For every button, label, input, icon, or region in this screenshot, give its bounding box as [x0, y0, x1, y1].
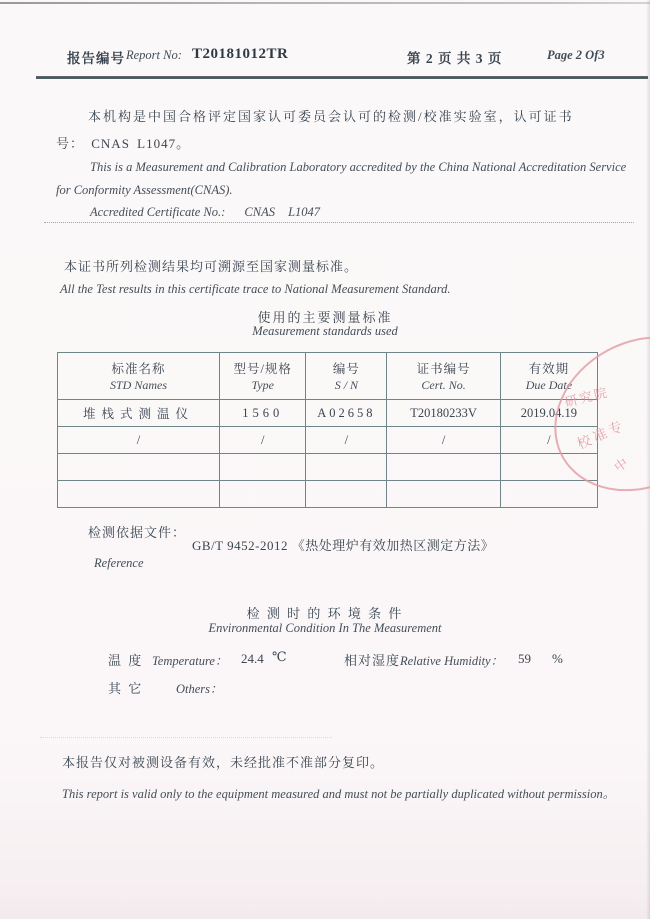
report-no-label-zh: 报告编号 — [67, 51, 125, 66]
table-row — [58, 481, 598, 508]
header-en: STD Names — [109, 377, 167, 392]
table-header-cell — [387, 353, 500, 400]
table-cell — [58, 481, 220, 508]
humidity-label-zh: 相对湿度 — [344, 653, 401, 668]
accreditation-zh-line1: 本机构是中国合格评定国家认可委员会认可的检测/校准实验室，认可证书 — [88, 109, 574, 124]
traceability-en: All the Test results in this certificate trace to National Measurement Standard. — [60, 282, 451, 296]
table-cell — [306, 454, 387, 481]
header-en: S / N — [334, 377, 359, 392]
report-no-value: T20181012TR — [192, 46, 289, 62]
report-no-label-en: Report No: — [126, 48, 182, 62]
traceability-zh: 本证书所列检测结果均可溯源至国家测量标准。 — [64, 259, 359, 274]
reference-label-en: Reference — [94, 556, 144, 570]
table-row — [58, 454, 598, 481]
humidity-unit: % — [552, 651, 563, 666]
header-rule — [36, 76, 648, 79]
table-cell: / — [306, 427, 387, 454]
header-zh: 型号/规格 — [233, 361, 292, 376]
table-cell: / — [500, 427, 597, 454]
accredited-cert-no — [90, 205, 320, 220]
footer-zh: 本报告仅对被测设备有效，未经批准不准部分复印。 — [62, 755, 385, 770]
stamp-text-mid: 校准专 — [574, 417, 629, 453]
table-cell — [387, 454, 500, 481]
header-zh: 有效期 — [528, 361, 570, 376]
humidity-value: 59 — [518, 651, 531, 666]
section-divider — [44, 222, 634, 223]
standards-title-en: Measurement standards used — [252, 324, 398, 338]
reference-value: GB/T 9452-2012 《热处理炉有效加热区测定方法》 — [192, 538, 495, 553]
header-en: Type — [251, 377, 274, 392]
temperature-label-zh: 温 度 — [108, 653, 144, 668]
header-en: Cert. No. — [421, 377, 466, 392]
header-zh: 编号 — [332, 361, 360, 376]
table-header-cell — [58, 353, 220, 400]
accreditation-en-line2: for Conformity Assessment(CNAS). — [56, 183, 233, 197]
table-cell: T20180233V — [387, 400, 500, 427]
table-cell — [58, 454, 220, 481]
standards-table — [57, 352, 598, 508]
table-cell — [220, 454, 306, 481]
page-indicator-zh: 第 2 页 共 3 页 — [407, 51, 503, 66]
reference-label-zh: 检测依据文件： — [88, 525, 187, 540]
table-header-cell — [306, 353, 387, 400]
page-indicator-en: Page 2 Of3 — [547, 48, 605, 62]
temperature-value: 24.4 — [241, 651, 264, 666]
table-cell: / — [387, 427, 500, 454]
temperature-unit: ℃ — [272, 649, 287, 664]
others-label-en: Others： — [176, 682, 223, 696]
table-cell: 2019.04.19 — [500, 400, 597, 427]
environment-title-en: Environmental Condition In The Measurement — [208, 621, 442, 635]
table-cell: A02658 — [306, 400, 387, 427]
table-cell: / — [58, 427, 220, 454]
accredited-cert-value: CNAS L1047 — [244, 205, 321, 219]
table-cell — [306, 481, 387, 508]
header-zh: 证书编号 — [416, 361, 471, 376]
footer-en: This report is valid only to the equipment measured and must not be partially duplicated without permission。 — [62, 787, 616, 801]
table-row — [58, 427, 598, 454]
header-zh: 标准名称 — [111, 361, 166, 376]
table-cell: 堆栈式测温仪 — [58, 400, 220, 427]
table-row — [58, 400, 598, 427]
stamp-text-top: 研究院 — [563, 385, 611, 411]
standards-title-zh: 使用的主要测量标准 — [257, 310, 393, 325]
table-cell: 1560 — [220, 400, 306, 427]
others-label-zh: 其 它 — [108, 681, 144, 696]
scan-edge-line — [0, 2, 650, 4]
accreditation-zh-line2: 号： CNAS L1047。 — [56, 136, 191, 151]
environment-title-zh: 检 测 时 的 环 境 条 件 — [246, 606, 404, 621]
stamp-text-bottom: 中 — [611, 455, 632, 476]
accredited-cert-label: Accredited Certificate No.: — [90, 205, 226, 219]
temperature-label-en: Temperature： — [152, 654, 228, 668]
faint-divider — [40, 737, 332, 738]
header-en: Due Date — [525, 377, 573, 392]
table-cell — [220, 481, 306, 508]
table-header-cell — [220, 353, 306, 400]
accreditation-en-line1: This is a Measurement and Calibration Laboratory accredited by the China National Accreditation Service — [90, 160, 627, 174]
table-header-row — [58, 353, 598, 400]
table-cell: / — [220, 427, 306, 454]
humidity-label-en: Relative Humidity： — [400, 654, 504, 668]
table-cell — [387, 481, 500, 508]
